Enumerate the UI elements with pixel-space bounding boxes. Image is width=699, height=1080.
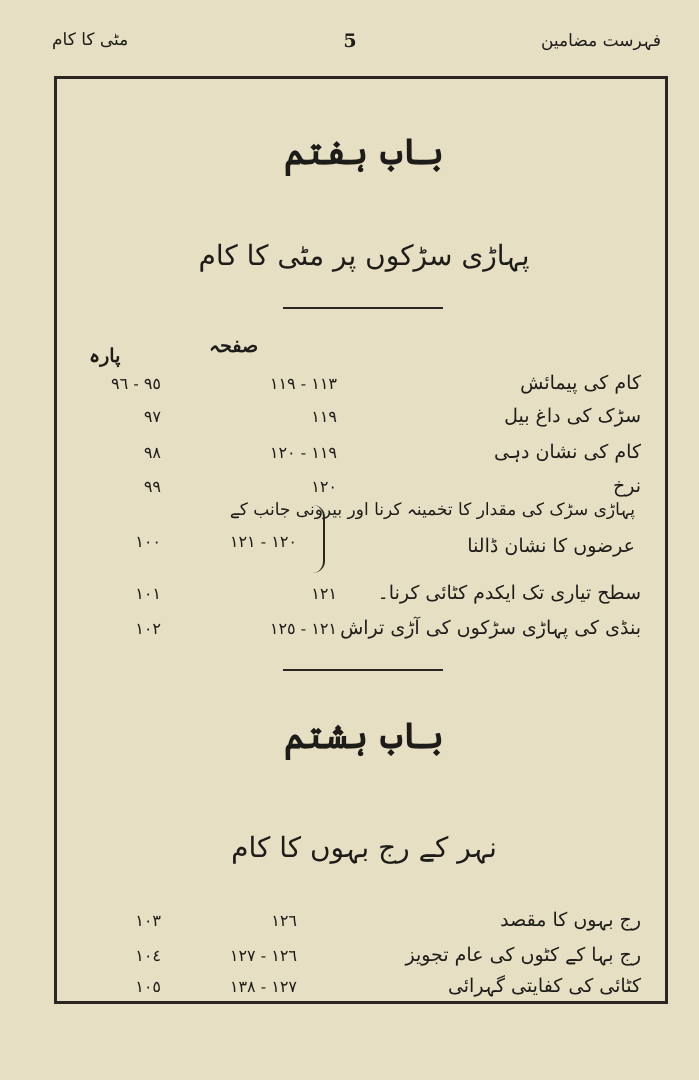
toc-entry-title: سطح تیاری تک ایکدم کٹائی کرنا۔ (377, 582, 641, 604)
toc-entry-pages: ١٢١ (311, 584, 337, 603)
toc-entry-pages: ١٢٧ - ١٣٨ (229, 977, 297, 996)
toc-entry-title: رج بہوں کا مقصد (500, 909, 641, 931)
contents-frame (54, 76, 668, 1004)
toc-entry-pages: ١٢٦ - ١٢٧ (229, 946, 297, 965)
toc-entry (57, 405, 671, 439)
header-section-title: فہرست مضامین (540, 31, 661, 51)
toc-entry-title: پہاڑی سڑک کی مقدار کا تخمینہ کرنا اور بیرونی جانب کے (229, 500, 635, 520)
toc-entry-paras: ٩٧ (143, 407, 161, 426)
toc-entry-paras: ١٠٢ (135, 619, 161, 638)
toc-entry (57, 909, 671, 943)
toc-entry-title-line2: عرضوں کا نشان ڈالنا (467, 535, 635, 557)
toc-entry-pages: ١١٣ - ١١٩ (269, 374, 337, 393)
toc-entry-title: کام کی نشان دہی (493, 441, 641, 463)
toc-entry-pages: ١٢٠ (311, 477, 337, 496)
toc-entry-pages: ١١٩ - ١٢٠ (269, 443, 337, 462)
chapter7-title: باب ہفتم (283, 131, 445, 173)
chapter7-divider (283, 307, 443, 309)
toc-entry-title: کٹائی کی کفایتی گہرائی (447, 975, 641, 997)
toc-entry-paras: ١٠٥ (135, 977, 161, 996)
header-page-number: 5 (343, 30, 357, 52)
toc-entry-paras: ١٠٣ (135, 911, 161, 930)
toc-entry-title: سڑک کی داغ بیل (504, 405, 641, 427)
toc-entry-pages: ١١٩ (311, 407, 337, 426)
toc-entry-title: کام کی پیمائش (520, 372, 641, 394)
column-header-page: صفحہ (209, 335, 259, 357)
toc-entry (57, 975, 671, 1009)
toc-entry (57, 441, 671, 475)
toc-entry-paras: ١٠٠ (135, 532, 161, 551)
toc-entry-pages: ١٢٠ - ١٢١ (229, 532, 297, 551)
toc-entry-paras: ٩٩ (143, 477, 161, 496)
toc-entry-paras: ١٠٤ (135, 946, 161, 965)
chapter8-title: باب ہشتم (283, 715, 445, 757)
chapter8-subtitle: نہر کے رج بہوں کا کام (231, 831, 497, 864)
toc-entry-title: بنڈی کی پہاڑی سڑکوں کی آڑی تراش (340, 617, 641, 639)
column-header-para: پارہ (89, 345, 121, 367)
toc-entry-paras: ١٠١ (135, 584, 161, 603)
toc-entry (57, 617, 671, 651)
header-book-title: مٹی کا کام (52, 30, 129, 50)
toc-entry-pages: ١٢٦ (271, 911, 297, 930)
toc-entry-title: رج بہا کے کٹوں کی عام تجویز (405, 944, 641, 966)
chapter7-subtitle: پہاڑی سڑکوں پر مٹی کا کام (198, 239, 530, 272)
toc-entry (57, 372, 671, 406)
page-header (0, 30, 699, 70)
chapter-divider (283, 669, 443, 671)
toc-entry (57, 530, 671, 564)
toc-entry (57, 944, 671, 978)
toc-entry-pages: ١٢١ - ١٢٥ (269, 619, 337, 638)
toc-entry-paras: ٩٥ - ٩٦ (111, 374, 161, 393)
toc-entry (57, 582, 671, 616)
toc-entry-title: نرخ (612, 475, 641, 497)
toc-entry-paras: ٩٨ (143, 443, 161, 462)
